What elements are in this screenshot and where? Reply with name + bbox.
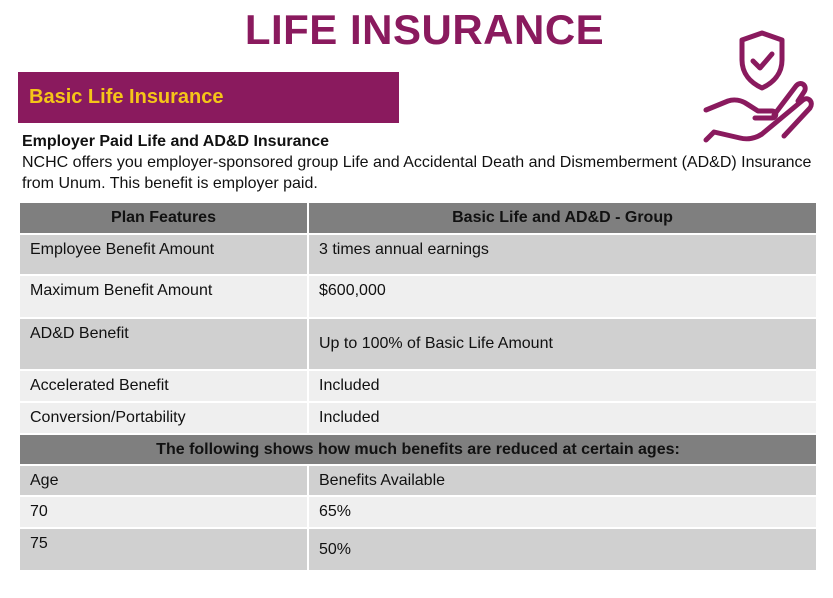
intro-heading: Employer Paid Life and AD&D Insurance [22, 133, 330, 150]
age-cell: 70 [19, 496, 308, 528]
section-banner [18, 72, 399, 123]
table-row [19, 318, 817, 370]
table-row [19, 496, 817, 528]
value-cell: 3 times annual earnings [308, 234, 817, 275]
age-cell: 75 [19, 528, 308, 571]
benefits-table [18, 201, 818, 572]
intro-line-1: NCHC offers you employer-sponsored group Life and Accidental Death and Dismemberment (AD&D) Insurance [22, 154, 812, 171]
value-cell: Up to 100% of Basic Life Amount [308, 318, 817, 370]
table-row [19, 370, 817, 402]
header-plan-features: Plan Features [19, 202, 308, 234]
intro-line-2: from Unum. This benefit is employer paid. [22, 175, 318, 192]
feature-cell: Conversion/Portability [19, 402, 308, 434]
table-row [19, 402, 817, 434]
table-row [19, 234, 817, 275]
benefit-cell: Benefits Available [308, 465, 817, 496]
reduction-header-row [19, 434, 817, 465]
reduction-header: The following shows how much benefits are reduced at certain ages: [19, 434, 817, 465]
table-row [19, 465, 817, 496]
benefit-cell: 50% [308, 528, 817, 571]
page-title: LIFE INSURANCE [244, 6, 605, 53]
header-basic-life: Basic Life and AD&D - Group [308, 202, 817, 234]
feature-cell: Employee Benefit Amount [19, 234, 308, 275]
value-cell: $600,000 [308, 275, 817, 318]
intro-text [22, 131, 832, 194]
feature-cell: Maximum Benefit Amount [19, 275, 308, 318]
value-cell: Included [308, 402, 817, 434]
section-title: Basic Life Insurance [29, 86, 224, 108]
feature-cell: Accelerated Benefit [19, 370, 308, 402]
age-cell: Age [19, 465, 308, 496]
table-row [19, 528, 817, 571]
table-row [19, 275, 817, 318]
hand-shield-check-icon [700, 28, 824, 146]
table-header-row [19, 202, 817, 234]
benefit-cell: 65% [308, 496, 817, 528]
feature-cell: AD&D Benefit [19, 318, 308, 370]
value-cell: Included [308, 370, 817, 402]
